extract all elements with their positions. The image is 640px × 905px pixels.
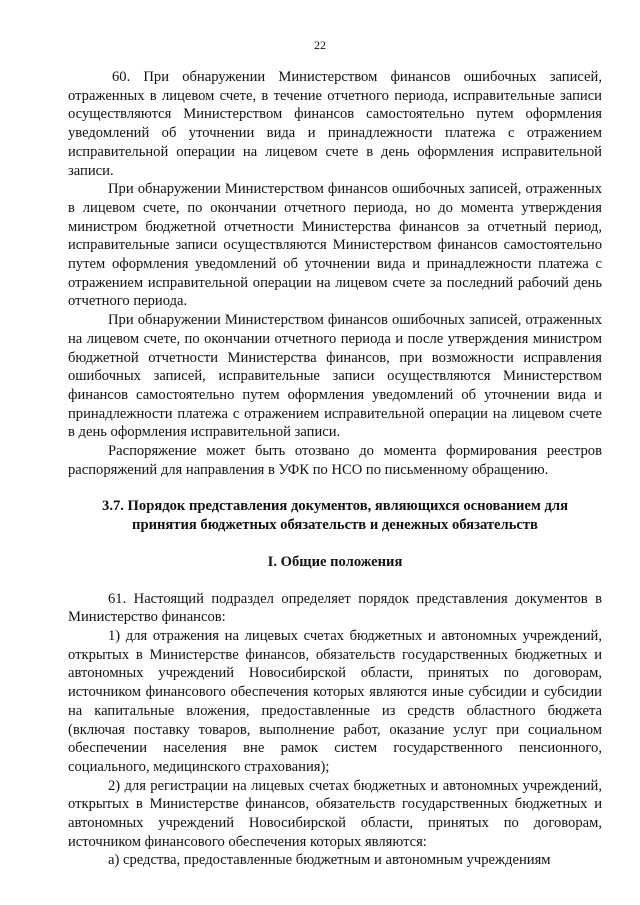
page-number: 22	[314, 38, 326, 52]
section-heading: 3.7. Порядок представления документов, являющихся основанием для принятия бюджетных обязательств и денежных обязательств	[102, 498, 568, 534]
document-body	[68, 68, 602, 870]
subsection-heading: I. Общие положения	[267, 553, 403, 570]
paragraph-60-after-approval: При обнаружении Министерством финансов ошибочных записей, отраженных на лицевом счете, по окончании отчетного периода и после утверждения министром бюджетной отчетности Министерства финансов, при возможности исправления ошибочных записей, исправительные записи осуществляются Министерством финансов самостоятельно путем оформления уведомлений об уточнении вида и принадлежности платежа с отражением исправительной операции на лицевом счете в день оформления исправительной записи.	[68, 312, 602, 441]
paragraph-61-item-1: 1) для отражения на лицевых счетах бюджетных и автономных учреждений, открытых в Министерстве финансов, обязательств государственных бюджетных и автономных учреждений Новосибирской области, принятых по договорам, источником финансового обеспечения которых являются иные субсидии и субсидии на капитальные вложения, предоставленные из средств областного бюджета (включая поставку товаров, выполнение работ, оказание услуг при социальном обеспечении населения вне рамок систем государственного пенсионного, социального, медицинского страхования);	[68, 627, 602, 775]
paragraph-61: 61. Настоящий подраздел определяет порядок представления документов в Министерство финансов:	[68, 590, 602, 626]
paragraph-61-item-2a: а) средства, предоставленные бюджетным и автономным учреждениям	[108, 852, 551, 869]
paragraph-60-withdrawal: Распоряжение может быть отозвано до момента формирования реестров распоряжений для направления в УФК по НСО по письменному обращению.	[68, 443, 602, 478]
paragraph-60-after-period: При обнаружении Министерством финансов ошибочных записей, отраженных в лицевом счете, по окончании отчетного периода, но до момента утверждения министром бюджетной отчетности Министерства финансов за отчетный период, исправительные записи осуществляются Министерством финансов самостоятельно путем оформления уведомлений об уточнении вида и принадлежности платежа с отражением исправительной операции на лицевом счете за последний рабочий день отчетного периода.	[68, 181, 602, 310]
paragraph-61-item-2: 2) для регистрации на лицевых счетах бюджетных и автономных учреждений, открытых в Министерстве финансов, обязательств государственных бюджетных и автономных учреждений Новосибирской области, принятых по договорам, источником финансового обеспечения которых являются:	[68, 777, 602, 850]
paragraph-60: 60. При обнаружении Министерством финансов ошибочных записей, отраженных в лицевом счете, в течение отчетного периода, исправительные записи осуществляются Министерством финансов самостоятельно путем оформления уведомлений об уточнении вида и принадлежности платежа с отражением исправительной операции на лицевом счете в день оформления исправительной записи.	[68, 69, 602, 179]
